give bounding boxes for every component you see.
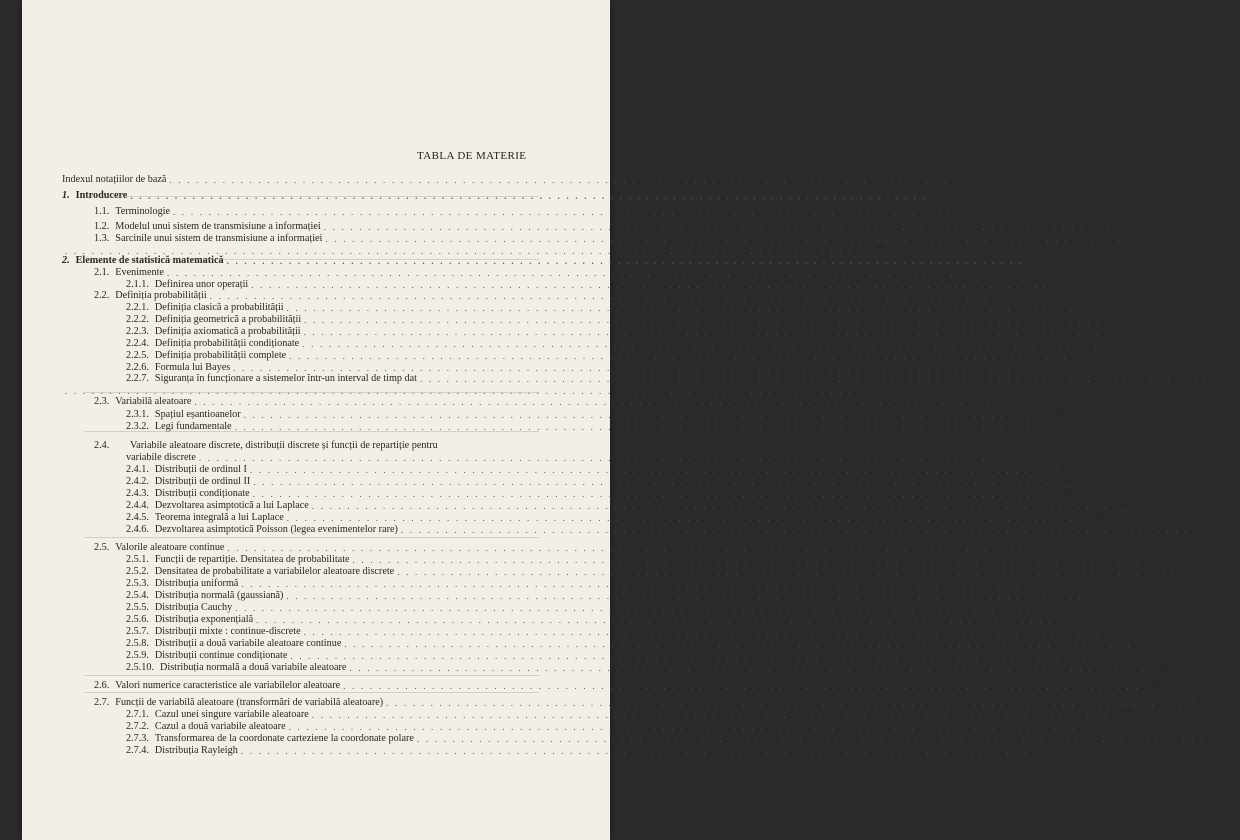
entry-title: Distribuția exponențială: [154, 614, 254, 625]
entry-number: 2.7.: [94, 697, 110, 708]
section-divider: [84, 196, 539, 197]
toc-entry-page-34: [62, 385, 885, 396]
entry-number: 2.2.4.: [126, 338, 149, 349]
entry-number: 2.2.5.: [126, 350, 149, 361]
entry-title: Funcții de variabilă aleatoare (transformări de variabilă aleatoare): [115, 697, 384, 708]
toc-entry-2-1-1: [126, 279, 1071, 290]
entry-number: 2.4.3.: [126, 488, 149, 499]
toc-entry-1-3: [94, 233, 1145, 244]
leader-dots: . . . . . . . . . . . . . . . . . . . . . . . . . . . . . . . . . . . . . . . . . . . . . . . . . . . . . . . . . . . . . . . . . . . . . . . . . . . . . . . . . . . . . . . . . .: [289, 351, 1086, 361]
entry-title: Distribuția normală (gaussiană): [154, 590, 284, 601]
entry-number: 2.5.8.: [126, 638, 149, 649]
entry-title: Definiția probabilității complete: [154, 350, 287, 361]
leader-dots: . . . . . . . . . . . . . . . . . . . . . . . . . . . . . . . . . . . . . . . . . . . . . . . . . . . . . . . . . . . . . . . . . . . . . . . . . . . . . . . . . . . . . . . . . .: [288, 722, 1086, 732]
entry-page: 17: [982, 206, 993, 217]
toc-entry-2-5-9: [126, 650, 1110, 661]
entry-title: Indexul notațiilor de bază: [62, 174, 167, 185]
entry-number: 2.2.2.: [126, 314, 149, 325]
entry-title: Distribuția Cauchy: [154, 602, 233, 613]
leader-dots: . . . . . . . . . . . . . . . . . . . . . . . . . . . . . . . . . . . . . . . . . . . . . . . . . . . . . . . . . . . . . . . . . . . . . . . . . . . . . . . . . . . . . . . . . .: [65, 246, 862, 256]
entry-number: 1.: [62, 190, 70, 201]
entry-number: 2.3.: [94, 396, 110, 407]
entry-number: 2.5.10.: [126, 662, 155, 673]
entry-number: 2.3.1.: [126, 409, 149, 420]
entry-title: Legi fundamentale: [154, 421, 232, 432]
entry-title: Distribuția normală a două variabile aleatoare: [160, 662, 347, 673]
entry-number: 2.2.1.: [126, 302, 149, 313]
leader-dots: . . . . . . . . . . . . . . . . . . . . . . . . . . . . . . . . . . . . . . . . . . . . . . . . . . . . . . . . . . . . . . . . . . . . . . . . . . . . . . . . . . . . . . . . . .: [198, 453, 996, 463]
toc-entry-index: [62, 174, 989, 185]
entry-number: 2.5.2.: [126, 566, 149, 577]
entry-title: Distribuția Rayleigh: [154, 745, 238, 756]
leader-dots: . . . . . . . . . . . . . . . . . . . . . . . . . . . . . . . . . . . . . . . . . . . . . . . . . . . . . . . . . . . . . . . . . . . . . . . . . . . . . . . . . . . . . . . . . .: [311, 710, 1109, 720]
toc-chapter-2: [62, 255, 1024, 266]
entry-title: Definiția axiomatică a probabilității: [154, 326, 301, 337]
entry-page: 52: [1161, 554, 1173, 565]
toc-entry-2-2-6: [126, 362, 1053, 373]
section-divider: [84, 537, 539, 538]
entry-page: 26: [1096, 302, 1107, 313]
table-of-contents: [22, 0, 1240, 840]
toc-entry-2-5: [94, 542, 1048, 553]
entry-number: 2.1.: [94, 267, 110, 278]
entry-number: 2.5.: [94, 542, 110, 553]
leader-dots: . . . . . . . . . . . . . . . . . . . . . . . . . . . . . . . . . . . . . . . . . . . . . . . . . . . . . . . . . . . . . . . . . . . . . . . . . . . . . . . . . . . . . . . . . .: [251, 280, 1048, 290]
entry-page: 29: [1098, 350, 1109, 361]
entry-number: 2.4.: [94, 440, 110, 451]
entry-title: Introducere: [75, 190, 128, 201]
entry-number: 2.7.3.: [126, 733, 149, 744]
leader-dots: . . . . . . . . . . . . . . . . . . . . . . . . . . . . . . . . . . . . . . . . . . . . . . . . . . . . . . . . . . . . . . . . . . . . . . . . . . . . . . . . . . . . . . . . . .: [304, 315, 1101, 325]
entry-title: Dezvoltarea asimptotică Poisson (legea evenimentelor rare): [154, 524, 398, 535]
toc-entry-1-1: [94, 206, 993, 217]
entry-number: 2.2.3.: [126, 326, 149, 337]
entry-title: Evenimente: [115, 267, 164, 278]
entry-page: 41: [1059, 464, 1070, 475]
entry-page: 58: [1099, 650, 1110, 661]
leader-dots: . . . . . . . . . . . . . . . . . . . . . . . . . . . . . . . . . . . . . . . . . . . . . . . . . . . . . . . . . . . . . . . . . . . . . . . . . . . . . . . . . . . . . . . . . .: [419, 374, 1217, 384]
entry-number: 2.6.: [94, 680, 110, 691]
entry-title: Cazul a două variabile aleatoare: [154, 721, 286, 732]
entry-title: Distribuții de ordinul I: [154, 464, 247, 475]
entry-number: 2.7.4.: [126, 745, 149, 756]
entry-page: 23: [976, 267, 987, 278]
entry-title: Teorema integrală a lui Laplace: [154, 512, 284, 523]
leader-dots: . . . . . . . . . . . . . . . . . . . . . . . . . . . . . . . . . . . . . . . . . . . . . . . . . . . . . . . . . . . . . . . . . . . . . . . . . . . . . . . . . . . . . . . . . .: [243, 410, 1041, 420]
toc-entry-2-7: [94, 697, 1206, 708]
entry-number: 2.4.5.: [126, 512, 149, 523]
entry-page: 23: [1019, 290, 1030, 301]
leader-dots: . . . . . . . . . . . . . . . . . . . . . . . . . . . . . . . . . . . . . . . . . . . . . . . . . . . . . . . . . . . . . . . . . . . . . . . . . . . . . . . . . . . . . . . . . .: [227, 543, 1025, 553]
toc-entry-2-4: [94, 440, 538, 451]
entry-title: Definirea unor operații: [154, 279, 249, 290]
entry-page: 21: [874, 245, 885, 256]
toc-entry-2-5-3: [126, 578, 1061, 589]
entry-page: 34: [874, 385, 885, 396]
entry-title: Distribuții continue condiționate: [154, 650, 288, 661]
section-divider: [84, 692, 539, 693]
entry-page: 56: [1065, 614, 1076, 625]
entry-page: 33: [1229, 373, 1240, 384]
entry-page: 18: [1133, 221, 1144, 232]
entry-title: Terminologie: [115, 206, 171, 217]
entry-title: Distribuția uniformă: [154, 578, 239, 589]
toc-entry-2-5-1: [126, 554, 1173, 565]
section-divider: [84, 392, 539, 393]
toc-entry-2-7-2: [126, 721, 1109, 732]
entry-page: 65: [1097, 721, 1109, 732]
leader-dots: . . . . . . . . . . . . . . . . . . . . . . . . . . . . . . . . . . . . . . . . . . . . . . . . . . . . . . . . . . . . . . . . . . . . . . . . . . . . . . . . . . . . . . . . . .: [235, 603, 1032, 613]
toc-entry-2-5-10: [126, 662, 1169, 673]
entry-page: 26: [1113, 314, 1124, 325]
leader-dots: . . . . . . . . . . . . . . . . . . . . . . . . . . . . . . . . . . . . . . . . . . . . . . . . . . . . . . . . . . . . . . . . . . . . . . . . . . . . . . . . . . . . . . . . . .: [240, 746, 1038, 756]
entry-number: 2.5.9.: [126, 650, 149, 661]
toc-entry-2-3-1: [126, 409, 1064, 420]
entry-number: 2.7.1.: [126, 709, 149, 720]
toc-entry-2-2-3: [126, 326, 1124, 337]
toc-entry-1-2: [94, 221, 1144, 232]
entry-page: 60: [1152, 680, 1163, 691]
leader-dots: . . . . . . . . . . . . . . . . . . . . . . . . . . . . . . . . . . . . . . . . . . . . . . . . . . . . . . . . . . . . . . . . . . . . . . . . . . . . . . . . . . . . . . . . . .: [286, 513, 1084, 523]
leader-dots: . . . . . . . . . . . . . . . . . . . . . . . . . . . . . . . . . . . . . . . . . . . . . . . . . . . . . . . . . . . . . . . . . . . . . . . . . . . . . . . . . . . . . . . . . .: [241, 579, 1038, 589]
toc-entry-2-4-cont: [126, 452, 1019, 463]
entry-number: 1.1.: [94, 206, 110, 217]
toc-entry-2-2-4: [126, 338, 1122, 349]
entry-number: 2.4.2.: [126, 476, 149, 487]
entry-number: 2.4.4.: [126, 500, 149, 511]
toc-entry-2-2-5: [126, 350, 1109, 361]
leader-dots: . . . . . . . . . . . . . . . . . . . . . . . . . . . . . . . . . . . . . . . . . . . . . . . . . . . . . . . . . . . . . . . . . . . . . . . . . . . . . . . . . . . . . . . . . .: [233, 363, 1030, 373]
entry-page: 39: [1043, 421, 1055, 432]
entry-page: 41: [1008, 452, 1019, 463]
entry-page: 56: [1113, 626, 1124, 637]
entry-page: 51: [1210, 524, 1221, 535]
leader-dots: . . . . . . . . . . . . . . . . . . . . . . . . . . . . . . . . . . . . . . . . . . . . . . . . . . . . . . . . . . . . . . . . . . . . . . . . . . . . . . . . . . . . . . . . . .: [286, 303, 1084, 313]
leader-dots: . . . . . . . . . . . . . . . . . . . . . . . . . . . . . . . . . . . . . . . . . . . . . . . . . . . . . . . . . . . . . . . . . . . . . . . . . . . . . . . . . . . . . . . . . .: [173, 207, 970, 217]
entry-title: Elemente de statistică matematică: [75, 255, 224, 266]
leader-dots: . . . . . . . . . . . . . . . . . . . . . . . . . . . . . . . . . . . . . . . . . . . . . . . . . . . . . . . . . . . . . . . . . . . . . . . . . . . . . . . . . . . . . . . . . .: [209, 291, 1007, 301]
toc-entry-2-2-1: [126, 302, 1107, 313]
leader-dots: . . . . . . . . . . . . . . . . . . . . . . . . . . . . . . . . . . . . . . . . . . . . . . . . . . . . . . . . . . . . . . . . . . . . . . . . . . . . . . . . . . . . . . . . . .: [286, 591, 1083, 601]
entry-title: Distribuții condiționate: [154, 488, 250, 499]
book-page: [22, 0, 1240, 840]
entry-title: Variabile aleatoare discrete, distribuții discrete și funcții de repartiție pentru: [130, 440, 438, 451]
leader-dots: . . . . . . . . . . . . . . . . . . . . . . . . . . . . . . . . . . . . . . . . . . . . . . . . . . . . . . . . . . . . . . . . . . . . . . . . . . . . . . . . . . . . . . . . . .: [352, 555, 1150, 565]
toc-entry-2-4-3: [126, 488, 1073, 499]
entry-title: Spațiul eșantioanelor: [154, 409, 241, 420]
entry-number: 2.2.7.: [126, 373, 149, 384]
entry-page: 67: [1226, 733, 1237, 744]
entry-number: 2.3.2.: [126, 421, 149, 432]
entry-number: 2.5.4.: [126, 590, 149, 601]
leader-dots: . . . . . . . . . . . . . . . . . . . . . . . . . . . . . . . . . . . . . . . . . . . . . . . . . . . . . . . . . . . . . . . . . . . . . . . . . . . . . . . . . . . . . . . . . .: [323, 222, 1121, 232]
entry-page: 19: [1134, 233, 1145, 244]
entry-title: Valorile aleatoare continue: [115, 542, 225, 553]
entry-number: 1.2.: [94, 221, 110, 232]
leader-dots: . . . . . . . . . . . . . . . . . . . . . . . . . . . . . . . . . . . . . . . . . . . . . . . . . . . . . . . . . . . . . . . . . . . . . . . . . . . . . . . . . . . . . . . . . .: [249, 465, 1047, 475]
entry-title: Formula lui Bayes: [154, 362, 231, 373]
entry-number: 2.1.1.: [126, 279, 149, 290]
leader-dots: . . . . . . . . . . . . . . . . . . . . . . . . . . . . . . . . . . . . . . . . . . . . . . . . . . . . . . . . . . . . . . . . . . . . . . . . . . . . . . . . . . . . . . . . . .: [386, 698, 1183, 708]
toc-entry-2-2-7: [126, 373, 1240, 384]
entry-number: 2.5.7.: [126, 626, 149, 637]
entry-page: 32: [1042, 362, 1053, 373]
entry-page: 36: [1053, 409, 1064, 420]
leader-dots: . . . . . . . . . . . . . . . . . . . . . . . . . . . . . . . . . . . . . . . . . . . . . . . . . . . . . . . . . . . . . . . . . . . . . . . . . . . . . . . . . . . . . . . . . .: [303, 627, 1101, 637]
entry-number: 2.5.3.: [126, 578, 149, 589]
entry-page: 56: [1044, 602, 1055, 613]
leader-dots: . . . . . . . . . . . . . . . . . . . . . . . . . . . . . . . . . . . . . . . . . . . . . . . . . . . . . . . . . . . . . . . . . . . . . . . . . . . . . . . . . . . . . . . . . .: [290, 651, 1087, 661]
entry-page: 46: [1121, 500, 1132, 511]
leader-dots: . . . . . . . . . . . . . . . . . . . . . . . . . . . . . . . . . . . . . . . . . . . . . . . . . . . . . . . . . . . . . . . . . . . . . . . . . . . . . . . . . . . . . . . . . .: [343, 681, 1140, 691]
entry-page: 60: [1158, 662, 1169, 673]
entry-title: Distribuții a două variabile aleatoare continue: [154, 638, 342, 649]
entry-page: 23: [1060, 279, 1071, 290]
entry-title: Distribuții de ordinul II: [154, 476, 251, 487]
entry-page: 26: [1112, 326, 1124, 337]
entry-title: Definiția probabilității: [115, 290, 207, 301]
entry-page: 44: [1062, 476, 1073, 487]
entry-number: 2.: [62, 255, 70, 266]
toc-entry-2-4-4: [126, 500, 1132, 511]
leader-dots: . . . . . . . . . . . . . . . . . . . . . . . . . . . . . . . . . . . . . . . . . . . . . . . . . . . . . . . . . . . . . . . . . . . . . . . . . . . . . . . . . . . . . . . . . .: [302, 339, 1099, 349]
leader-dots: . . . . . . . . . . . . . . . . . . . . . . . . . . . . . . . . . . . . . . . . . . . . . . . . . . . . . . . . . . . . . . . . . . . . . . . . . . . . . . . . . . . . . . . . . .: [325, 234, 1122, 244]
toc-entry-2-4-1: [126, 464, 1070, 475]
entry-page: 54: [1050, 578, 1061, 589]
entry-page: 63: [1195, 697, 1206, 708]
toc-entry-2-5-2: [126, 566, 1217, 577]
leader-dots: . . . . . . . . . . . . . . . . . . . . . . . . . . . . . . . . . . . . . . . . . . . . . . . . . . . . . . . . . . . . . . . . . . . . . . . . . . . . . . . . . . . . . . . . . .: [253, 477, 1050, 487]
entry-title: variabile discrete: [126, 452, 196, 463]
leader-dots: . . . . . . . . . . . . . . . . . . . . . . . . . . . . . . . . . . . . . . . . . . . . . . . . . . . . . . . . . . . . . . . . . . . . . . . . . . . . . . . . . . . . . . . . . .: [226, 256, 1024, 266]
entry-title: Sarcinile unui sistem de transmisiune a informației: [115, 233, 323, 244]
leader-dots: . . . . . . . . . . . . . . . . . . . . . . . . . . . . . . . . . . . . . . . . . . . . . . . . . . . . . . . . . . . . . . . . . . . . . . . . . . . . . . . . . . . . . . . . . .: [397, 567, 1194, 577]
section-divider: [84, 259, 539, 260]
toc-entry-2-5-5: [126, 602, 1055, 613]
toc-entry-2-2: [94, 290, 1030, 301]
entry-title: Valori numerice caracteristice ale variabilelor aleatoare: [115, 680, 341, 691]
toc-entry-2-6: [94, 680, 1163, 691]
entry-title: Variabilă aleatoare: [115, 396, 192, 407]
leader-dots: . . . . . . . . . . . . . . . . . . . . . . . . . . . . . . . . . . . . . . . . . . . . . . . . . . . . . . . . . . . . . . . . . . . . . . . . . . . . . . . . . . . . . . . . . .: [303, 327, 1101, 337]
toc-entry-2-7-4: [126, 745, 1061, 756]
leader-dots: . . . . . . . . . . . . . . . . . . . . . . . . . . . . . . . . . . . . . . . . . . . . . . . . . . . . . . . . . . . . . . . . . . . . . . . . . . . . . . . . . . . . . . . . . .: [311, 501, 1109, 511]
entry-page: 63: [1121, 709, 1132, 720]
entry-page: 67: [1050, 745, 1061, 756]
entry-page: 53: [1206, 566, 1217, 577]
entry-page: 36: [1003, 396, 1014, 407]
entry-title: Dezvoltarea asimptotică a lui Laplace: [154, 500, 309, 511]
entry-number: 1.3.: [94, 233, 110, 244]
entry-title: Definiția probabilității condiționate: [154, 338, 300, 349]
entry-title: Cazul unei singure variabile aleatoare: [154, 709, 309, 720]
entry-page: 55: [1095, 590, 1106, 601]
entry-page: 46: [1062, 488, 1073, 499]
section-divider: [84, 431, 539, 432]
entry-number: 2.5.6.: [126, 614, 149, 625]
leader-dots: . . . . . . . . . . . . . . . . . . . . . . . . . . . . . . . . . . . . . . . . . . . . . . . . . . . . . . . . . . . . . . . . . . . . . . . . . . . . . . . . . . . . . . . . . .: [166, 268, 964, 278]
entry-title: Funcții de repartiție. Densitatea de probabilitate: [154, 554, 350, 565]
entry-number: 2.2.: [94, 290, 110, 301]
leader-dots: . . . . . . . . . . . . . . . . . . . . . . . . . . . . . . . . . . . . . . . . . . . . . . . . . . . . . . . . . . . . . . . . . . . . . . . . . . . . . . . . . . . . . . . . . .: [416, 734, 1214, 744]
entry-page: 49: [1096, 512, 1107, 523]
leader-dots: . . . . . . . . . . . . . . . . . . . . . . . . . . . . . . . . . . . . . . . . . . . . . . . . . . . . . . . . . . . . . . . . . . . . . . . . . . . . . . . . . . . . . . . . . .: [130, 191, 927, 201]
toc-entry-2-4-6: [126, 524, 1221, 535]
leader-dots: . . . . . . . . . . . . . . . . . . . . . . . . . . . . . . . . . . . . . . . . . . . . . . . . . . . . . . . . . . . . . . . . . . . . . . . . . . . . . . . . . . . . . . . . . .: [349, 663, 1146, 673]
entry-title: Distribuții mixte : continue-discrete: [154, 626, 301, 637]
leader-dots: . . . . . . . . . . . . . . . . . . . . . . . . . . . . . . . . . . . . . . . . . . . . . . . . . . . . . . . . . . . . . . . . . . . . . . . . . . . . . . . . . . . . . . . . . .: [344, 639, 1141, 649]
leader-dots: . . . . . . . . . . . . . . . . . . . . . . . . . . . . . . . . . . . . . . . . . . . . . . . . . . . . . . . . . . . . . . . . . . . . . . . . . . . . . . . . . . . . . . . . . .: [400, 525, 1198, 535]
entry-title: Definiția clasică a probabilității: [154, 302, 284, 313]
toc-entry-2-7-3: [126, 733, 1237, 744]
entry-title: Siguranța în funcționare a sistemelor într-un interval de timp dat: [154, 373, 417, 384]
toc-entry-2-2-2: [126, 314, 1124, 325]
entry-number: 2.7.2.: [126, 721, 149, 732]
entry-number: 2.4.1.: [126, 464, 149, 475]
toc-entry-2-4-2: [126, 476, 1073, 487]
entry-title: Transformarea de la coordonate carteziene la coordonate polare: [154, 733, 414, 744]
toc-entry-2-5-7: [126, 626, 1124, 637]
entry-page: 27: [1111, 338, 1122, 349]
toc-entry-2-5-6: [126, 614, 1076, 625]
entry-page: 57: [1153, 638, 1164, 649]
entry-number: 2.5.5.: [126, 602, 149, 613]
toc-entry-2-7-1: [126, 709, 1132, 720]
entry-title: Densitatea de probabilitate a variabilelor aleatoare discrete: [154, 566, 395, 577]
toc-entry-2-4-5: [126, 512, 1107, 523]
entry-title: Modelul unui sistem de transmisiune a informației: [115, 221, 321, 232]
section-divider: [84, 675, 539, 676]
leader-dots: . . . . . . . . . . . . . . . . . . . . . . . . . . . . . . . . . . . . . . . . . . . . . . . . . . . . . . . . . . . . . . . . . . . . . . . . . . . . . . . . . . . . . . . . . .: [256, 615, 1053, 625]
toc-entry-2-5-4: [126, 590, 1106, 601]
entry-page: 14: [978, 174, 989, 185]
entry-number: 2.5.1.: [126, 554, 149, 565]
leader-dots: . . . . . . . . . . . . . . . . . . . . . . . . . . . . . . . . . . . . . . . . . . . . . . . . . . . . . . . . . . . . . . . . . . . . . . . . . . . . . . . . . . . . . . . . . .: [194, 397, 991, 407]
toc-entry-2-3: [94, 396, 1014, 407]
leader-dots: . . . . . . . . . . . . . . . . . . . . . . . . . . . . . . . . . . . . . . . . . . . . . . . . . . . . . . . . . . . . . . . . . . . . . . . . . . . . . . . . . . . . . . . . . .: [252, 489, 1050, 499]
entry-title: Definiția geometrică a probabilității: [154, 314, 302, 325]
entry-page: 52: [1036, 542, 1048, 553]
toc-entry-2-1: [94, 267, 987, 278]
page-title: TABLA DE MATERIE: [417, 150, 527, 162]
leader-dots: . . . . . . . . . . . . . . . . . . . . . . . . . . . . . . . . . . . . . . . . . . . . . . . . . . . . . . . . . . . . . . . . . . . . . . . . . . . . . . . . . . . . . . . . . .: [234, 422, 1032, 432]
leader-dots: . . . . . . . . . . . . . . . . . . . . . . . . . . . . . . . . . . . . . . . . . . . . . . . . . . . . . . . . . . . . . . . . . . . . . . . . . . . . . . . . . . . . . . . . . .: [169, 175, 966, 185]
toc-entry-2-5-8: [126, 638, 1164, 649]
entry-number: 2.4.6.: [126, 524, 149, 535]
leader-dots: . . . . . . . . . . . . . . . . . . . . . . . . . . . . . . . . . . . . . . . . . . . . . . . . . . . . . . . . . . . . . . . . . . . . . . . . . . . . . . . . . . . . . . . . . .: [65, 386, 862, 396]
entry-number: 2.2.6.: [126, 362, 149, 373]
